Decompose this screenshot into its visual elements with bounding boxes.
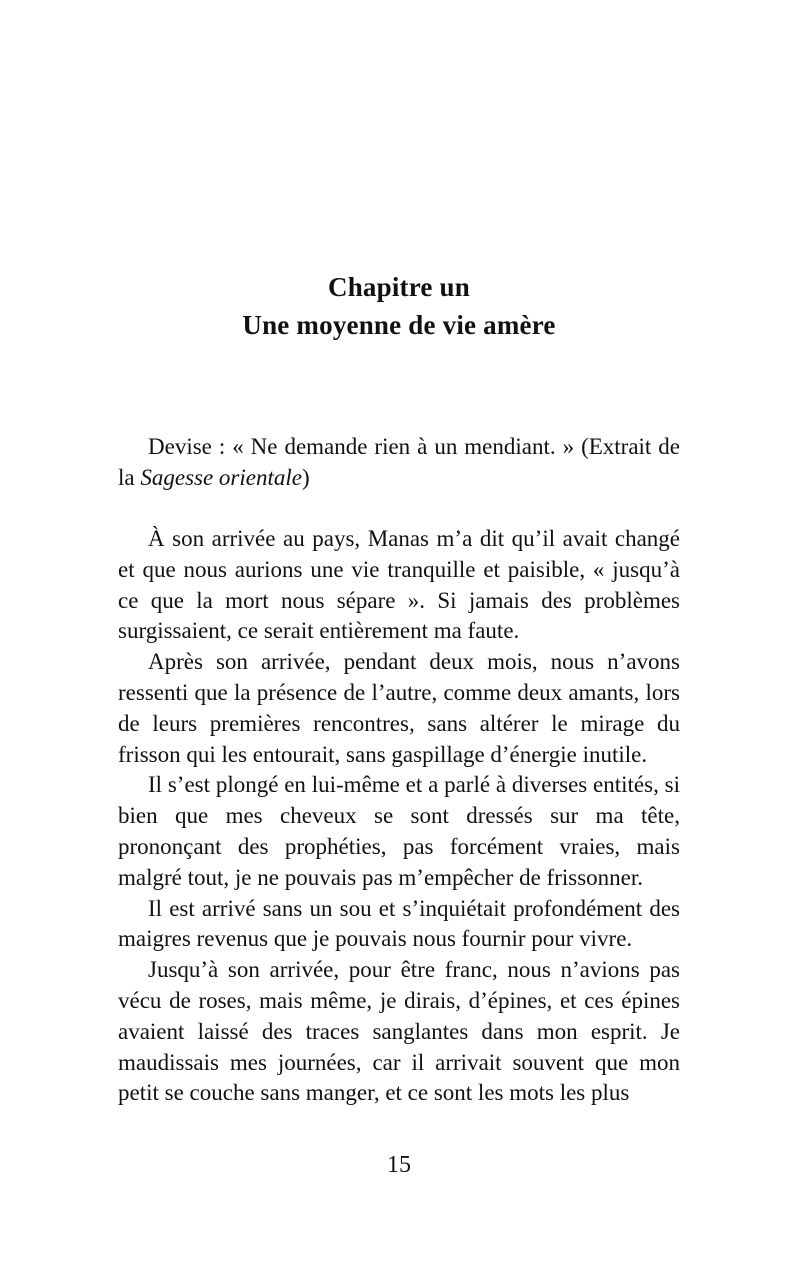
chapter-title: Une moyenne de vie amère — [242, 310, 556, 340]
page-number: 15 — [387, 1152, 411, 1178]
epigraph-source-title: Sagesse orientale — [140, 464, 302, 490]
epigraph-closing: ) — [301, 464, 310, 490]
body-paragraph: Il est arrivé sans un sou et s’inquiétait profondément des maigres revenus que je pouvais nous fournir pour vivre. — [118, 895, 680, 952]
chapter-number: Chapitre un — [328, 272, 470, 302]
body-paragraph: À son arrivée au pays, Manas m’a dit qu’il avait changé et que nous aurions une vie tranquille et paisible, « jusqu’à ce que la mort nous sépare ». Si jamais des problèmes surgissaient, ce serait entièrement ma faute. — [118, 526, 680, 644]
body-paragraph: Il s’est plongé en lui-même et a parlé à diverses entités, si bien que mes cheveux se sont dressés sur ma tête, prononçant des prophéties, pas forcément vraies, mais malgré tout, je ne pouvais pas m’empêcher de frissonner. — [118, 772, 680, 890]
epigraph-text: Devise : « Ne demande rien à un mendiant. » (Extrait de la — [118, 434, 680, 490]
body-paragraph: Jusqu’à son arrivée, pour être franc, nous n’avions pas vécu de roses, mais même, je dirais, d’épines, et ces épines avaient laissé des traces sanglantes dans mon esprit. Je maudissais mes journées, car il arrivait souvent que mon petit se couche sans manger, et ce sont les mots les plus — [118, 957, 680, 1106]
body-paragraph: Après son arrivée, pendant deux mois, nous n’avons ressenti que la présence de l’autre, comme deux amants, lors de leurs premières rencontres, sans altérer le mirage du frisson qui les entourait, sans gaspillage d’énergie inutile. — [118, 649, 680, 767]
body-text — [118, 524, 680, 1109]
epigraph-paragraph — [118, 432, 680, 494]
epigraph — [118, 432, 680, 494]
